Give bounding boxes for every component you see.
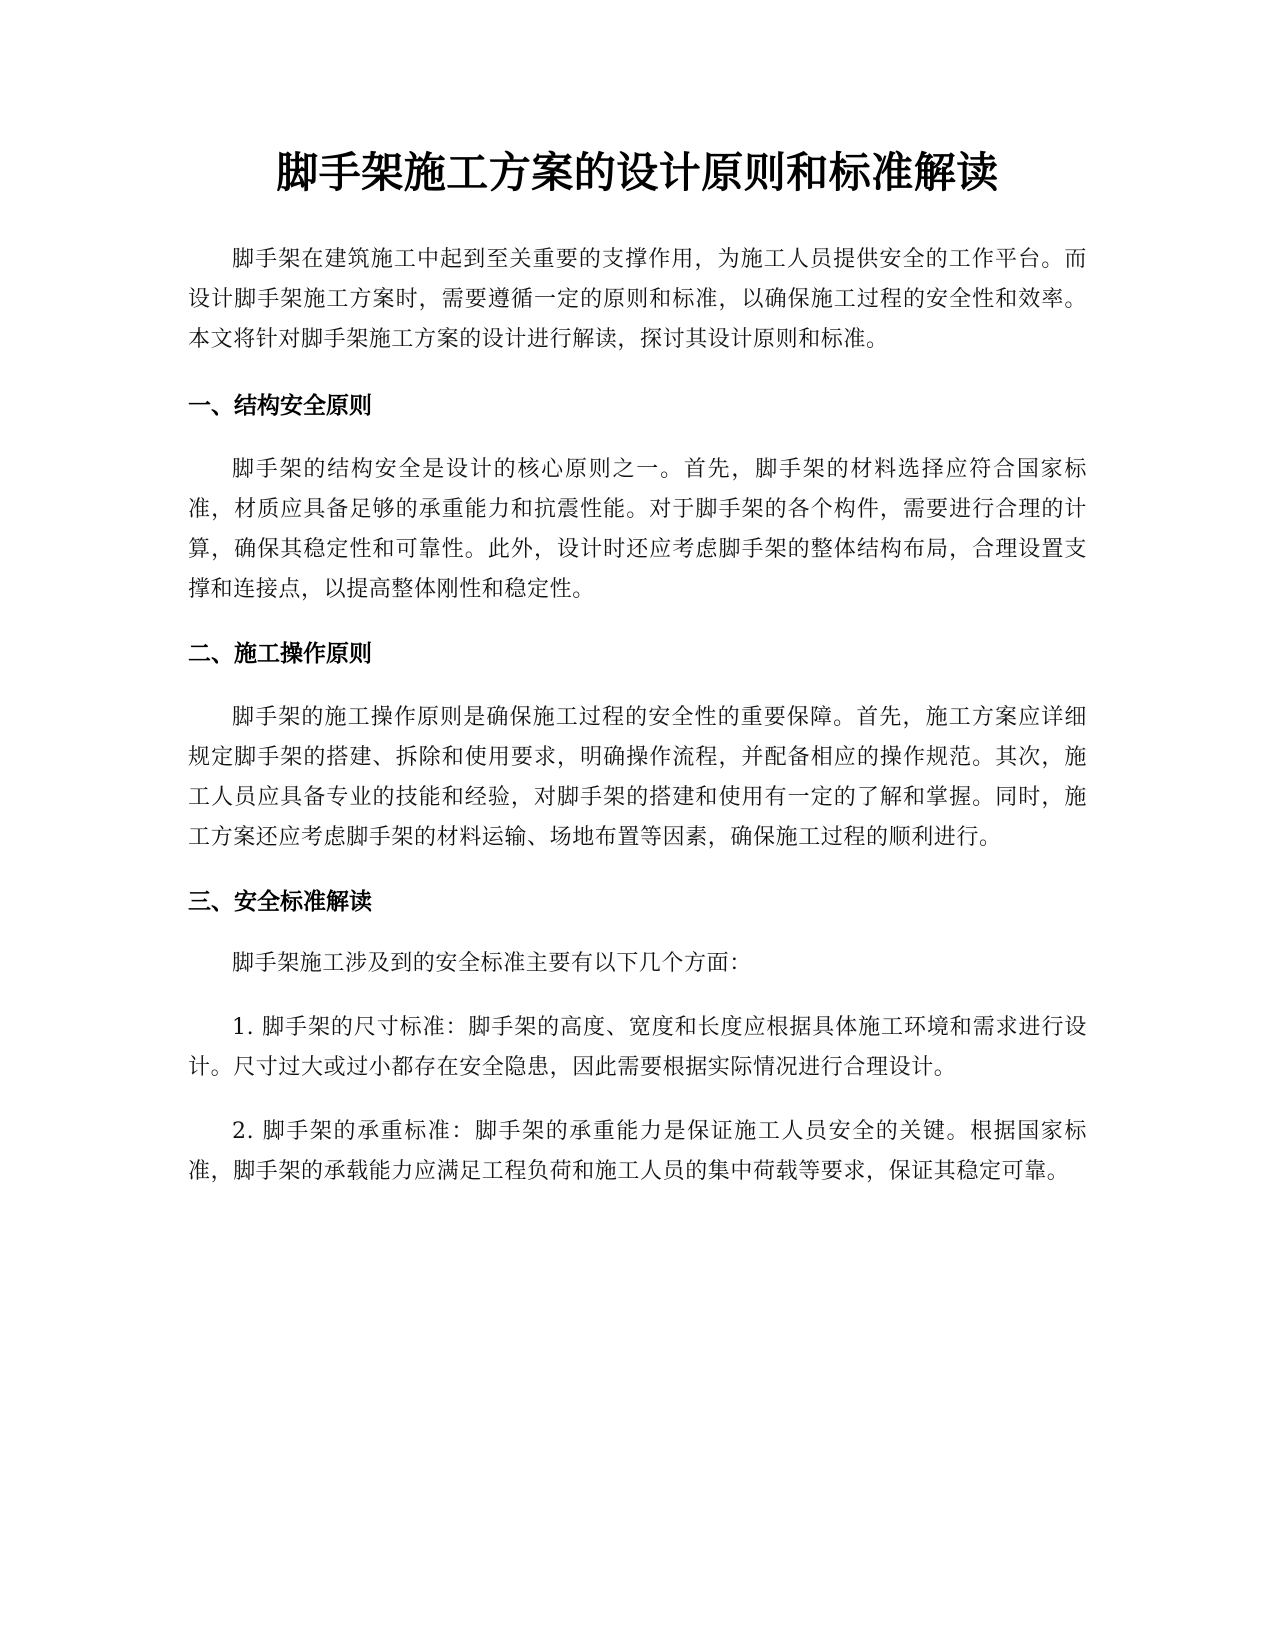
section-heading-construction-operation: 二、施工操作原则 bbox=[188, 641, 372, 667]
intro-paragraph: 脚手架在建筑施工中起到至关重要的支撑作用，为施工人员提供安全的工作平台。而设计脚手架施工方案时，需要遵循一定的原则和标准，以确保施工过程的安全性和效率。本文将针对脚手架施工方案的设计进行解读，探讨其设计原则和标准。 bbox=[188, 247, 1087, 352]
section-heading-structural-safety: 一、结构安全原则 bbox=[188, 393, 372, 419]
section-heading-safety-standards: 三、安全标准解读 bbox=[188, 889, 372, 915]
section-paragraph-safety-standards: 脚手架施工涉及到的安全标准主要有以下几个方面： bbox=[232, 951, 752, 976]
list-item-size-standard: 1. 脚手架的尺寸标准：脚手架的高度、宽度和长度应根据具体施工环境和需求进行设计。尺寸过大或过小都存在安全隐患，因此需要根据实际情况进行合理设计。 bbox=[188, 1015, 1087, 1080]
section-paragraph-construction-operation: 脚手架的施工操作原则是确保施工过程的安全性的重要保障。首先，施工方案应详细规定脚手架的搭建、拆除和使用要求，明确操作流程，并配备相应的操作规范。其次，施工人员应具备专业的技能和经验，对脚手架的搭建和使用有一定的了解和掌握。同时，施工方案还应考虑脚手架的材料运输、场地布置等因素，确保施工过程的顺利进行。 bbox=[188, 705, 1087, 850]
document-title: 脚手架施工方案的设计原则和标准解读 bbox=[276, 148, 999, 197]
section-paragraph-structural-safety: 脚手架的结构安全是设计的核心原则之一。首先，脚手架的材料选择应符合国家标准，材质应具备足够的承重能力和抗震性能。对于脚手架的各个构件，需要进行合理的计算，确保其稳定性和可靠性。此外，设计时还应考虑脚手架的整体结构布局，合理设置支撑和连接点，以提高整体刚性和稳定性。 bbox=[188, 457, 1087, 602]
list-item-load-standard: 2. 脚手架的承重标准：脚手架的承重能力是保证施工人员安全的关键。根据国家标准，脚手架的承载能力应满足工程负荷和施工人员的集中荷载等要求，保证其稳定可靠。 bbox=[188, 1119, 1087, 1184]
